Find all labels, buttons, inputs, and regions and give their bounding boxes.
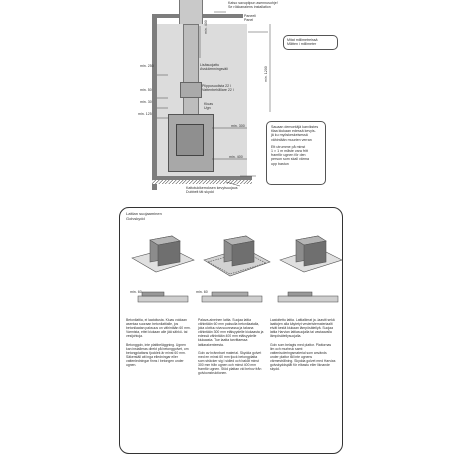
free-space-note-1: Sauaan demontäjä karvikstes bbox=[271, 125, 319, 129]
dimensions-note-line-2: Måtten i millimeter bbox=[287, 42, 317, 47]
label-ceiling-panel-2: Panel bbox=[244, 18, 254, 22]
floor-dim-2: min. 60 bbox=[196, 290, 208, 294]
dimensions-note bbox=[283, 35, 338, 50]
label-flue-2: Vattenbehållare 22 l bbox=[202, 88, 234, 92]
label-air-gap-2: Avskärmningsväli bbox=[200, 67, 228, 71]
dim-min-50: min. 50 bbox=[140, 88, 152, 92]
label-heater-2: Ugn bbox=[204, 106, 211, 110]
floor-dim-1: min. 60 bbox=[130, 290, 142, 294]
free-space-note-2: tilaa kiukaan edessä kevyis- bbox=[271, 129, 316, 134]
dim-min-1200: min. 1200 bbox=[264, 66, 268, 82]
free-space-note-6: Ett utrumme på minst bbox=[271, 144, 306, 149]
free-space-note bbox=[266, 121, 326, 185]
free-space-note-7: 1 × 1 m måste vara fritt bbox=[271, 149, 308, 154]
dim-min-250: min. 250 bbox=[140, 64, 154, 68]
free-space-note-3: jä ku myöskeskeisessä bbox=[271, 133, 308, 138]
floor-illustrations bbox=[120, 208, 344, 318]
dim-min-400-top: min. 400 bbox=[204, 20, 208, 34]
label-heater-1: Kiuas bbox=[204, 102, 213, 106]
dim-min-125: min. 125 bbox=[138, 112, 152, 116]
label-air-gap-1: Lisäsuojattu bbox=[200, 63, 220, 67]
free-space-note-9: person som skall värma bbox=[271, 157, 309, 162]
free-space-note-8: framför ugnen för den bbox=[271, 153, 306, 158]
free-space-note-4: vähintään muurien verran bbox=[271, 137, 312, 142]
floor-column-tiled: Laatoitettu lattia. Lattialiimat ja -laastit sekä laattojen alla käytetyt vesieristemateriaalit eivät kestä kiukaan lämpösäteilyä. Suojaa lattia Harvian lattiasuojalla tai vastaavalla lämpösäteilysuojalla. Golv som belagts med plattor. Plattornas lim och murbruk samt vattenisoleringsmaterial som används under plattor tål inte ugnens värmestrålning. Skydda golvet med Harvias golvskyddsplåt för elbastu eller liknande skydd. bbox=[270, 318, 336, 372]
floor-panel-title-1: Lattian suojaaminen bbox=[126, 211, 162, 216]
dim-min-400-bottom: min. 400 bbox=[229, 155, 243, 159]
label-floor-support-1: Kattotukikerroksen kevytsuojaus bbox=[186, 186, 238, 190]
dim-min-300: min. 300 bbox=[231, 124, 245, 128]
label-flue-1: Piippusuolista 22 l bbox=[202, 84, 231, 88]
dim-min-30: min. 30 bbox=[140, 100, 152, 104]
label-ceiling-panel-1: Paneeli bbox=[244, 14, 256, 18]
label-floor-support-2: Dubbelt tät skydd bbox=[186, 190, 214, 194]
dimension-lines bbox=[0, 0, 460, 200]
floor-protection-panel bbox=[119, 207, 343, 454]
dimensions-note-line-1: Mitat millimetreissä bbox=[287, 38, 318, 42]
floor-column-combustible: Palava-aineinen lattia. Suojaa lattia vähintään 60 mm paksulla betonilaatalla, joka ulottuu sivusuunnassa ja takana vähintään 300 mm etäisyydelle kiukaasta ja edessä vähintään 400 mm etäisyydelle kiukaasta. Tue laatta tarvittaessa lattiarakenteesta. Golv av brännbart material. Skydda golvet med en minst 60 mm tjock betongplatta som sträcker sig i sidled och bakåt minst 300 mm från ugnen och minst 400 mm framför ugnen. Stöd plattan vid behov från golvkonstruktionen. bbox=[198, 318, 264, 376]
floor-panel-title-2: Golvskydd bbox=[126, 216, 145, 221]
free-space-note-10: upp bastun bbox=[271, 161, 289, 166]
label-chimney-note-1: Katso savupiipun asennusohje! bbox=[228, 1, 278, 5]
label-chimney-note-2: Se rökkanalens installation bbox=[228, 5, 271, 9]
floor-column-concrete: Betonilattia, ei laatoitusta. Kiuas voidaan asentaa suoraan betonilattialle, jos betonilaatan paksuus on vähintään 60 mm. Varmista, ettei kiukaan alle jää sähkö- tai vesijohtoja. Betonggolv, inte plattbeläggning. Ugnen kan installeras direkt på betonggolvet, om betongplattans tjocklek är minst 60 mm. Säkerställ att inga elledningar eller vattenledningar finns i betongen under ugnen. bbox=[126, 318, 191, 368]
